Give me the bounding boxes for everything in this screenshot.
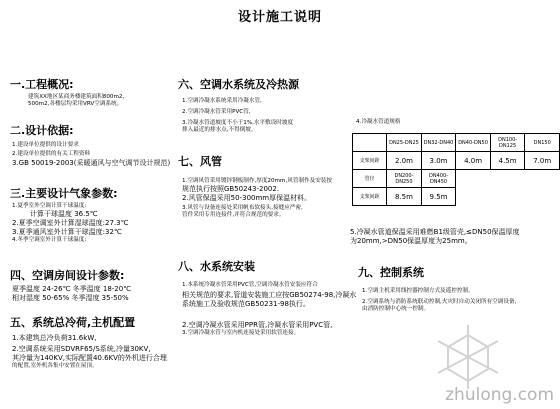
table-cell-empty xyxy=(490,170,525,188)
page-title: 设计施工说明 xyxy=(237,10,322,25)
s8-line: 2.空调冷凝水管采用PPR管,冷凝水管采用PVC管, xyxy=(182,321,333,329)
note-line: 为20mm,>DN50保温厚度为25mm。 xyxy=(350,237,472,245)
table-cell: 7.0m xyxy=(525,152,560,170)
s6-line: 3.冷凝水管道坡度不小于1%,水平敷设时坡度 xyxy=(182,120,294,126)
s3-line: 3.夏季通风室外计算干球温度:32℃ xyxy=(12,228,122,236)
table-cell: 支架间距 xyxy=(353,152,387,170)
table-cell: DN25-DN25 xyxy=(387,134,422,152)
table-cell: DN40-DN50 xyxy=(456,134,491,152)
s9-line: 由消防控制中心统一控制。 xyxy=(362,306,430,312)
table-cell: 管径 xyxy=(353,170,387,188)
s2-line: 1.建设单位提供的设计要求 xyxy=(12,142,79,148)
table-cell: 支架间距 xyxy=(353,188,387,206)
s8-line: 1.本系统冷凝水管采用PVC管,空调冷凝水管安装应符合 xyxy=(182,282,318,288)
s7-line: 管件采用专用连接件,并符合规范的要求。 xyxy=(182,212,285,218)
table-label: 4.冷凝水管道规格 xyxy=(356,119,401,125)
s8-line: 3.空调冷凝水管与室内机连接处采用软管连接。 xyxy=(182,330,300,336)
section-1-heading: 一.工程概况: xyxy=(10,78,74,91)
s2-line: 2.建设单位提供的有关工程资料 xyxy=(12,151,91,157)
table-cell-empty xyxy=(525,188,560,206)
table-cell-empty xyxy=(490,188,525,206)
section-6-body xyxy=(182,98,293,134)
table-cell: 4.0m xyxy=(456,152,491,170)
s3-line: 计算干球温度 36.5℃ xyxy=(30,210,98,218)
section-9-heading: 九、控制系统 xyxy=(358,266,424,279)
table-cell-empty xyxy=(525,170,560,188)
table-cell: 2.0m xyxy=(387,152,422,170)
s9-line: 1.空调主机采用线控器控制方式及遥控控制。 xyxy=(362,288,474,294)
s8-line: 相关规范的要求,管道安装施工应按GB50274-98,冷凝水 xyxy=(182,291,357,299)
s5-line: 1.本建筑总冷负荷31.6kW, xyxy=(12,334,97,342)
section-7-heading: 七、风管 xyxy=(178,155,222,168)
section-4-heading: 四、空调房间设计参数: xyxy=(10,269,125,282)
table-cell-empty xyxy=(456,170,491,188)
s1-line: 500m2,各楼层均采用VRV空调系统。 xyxy=(28,101,123,107)
s6-line: 2.空调冷凝水管采用PVC管, xyxy=(182,109,251,115)
pipe-spacing-table xyxy=(352,133,560,206)
section-6-heading: 六、空调水系统及冷热源 xyxy=(178,78,299,91)
watermark-text: zhulong.com xyxy=(445,385,554,405)
section-3-heading: 三.主要设计气象参数: xyxy=(10,187,118,200)
section-5-body xyxy=(12,334,167,370)
s6-line: 排入最近的排水点,不得倒坡。 xyxy=(182,127,257,133)
s8-line: 系统施工及验收规范GB50231-98执行。 xyxy=(182,300,310,308)
table-cell: 4.5m xyxy=(490,152,525,170)
section-5-heading: 五、系统总冷荷,主机配置 xyxy=(10,316,136,329)
s3-line: 2.夏季空调室外计算湿球温度:27.3℃ xyxy=(12,219,129,227)
s5-line: 的配置,室外机各集中安置在屋顶。 xyxy=(12,363,98,369)
note-line: 5.冷凝水管道保温采用难燃B1级管壳,≤DN50保温厚度 xyxy=(350,228,520,236)
table-row xyxy=(353,152,560,170)
table-cell xyxy=(353,134,387,152)
s7-line: 1.空调风管采用镀锌钢板制作,厚度20mm,风管制作及安装按 xyxy=(182,178,332,184)
s4-line: 夏季温度 24-26℃ 冬季温度 18-20℃ xyxy=(12,285,132,293)
table-cell: DN100-DN125 xyxy=(490,134,525,152)
s4-line: 相对湿度 50-65% 冬季湿度 35-50% xyxy=(12,294,129,302)
table-cell: 9.5m xyxy=(421,188,456,206)
s5-line: 其冷量为140KV,实际配置40.6KV的外机进行合理 xyxy=(12,354,167,362)
section-2-heading: 二.设计依据: xyxy=(10,124,74,137)
table-row xyxy=(353,188,560,206)
s7-line: 2.风管保温采用50-300mm厚保温材料。 xyxy=(182,194,312,202)
pipe-notes xyxy=(350,228,520,246)
table-cell: DN150 xyxy=(525,134,560,152)
s3-line: 1.夏季室外空调计算干球温度: xyxy=(12,203,87,209)
section-2-body xyxy=(12,142,170,168)
s6-line: 1.空调冷凝水系统采用冷凝水管, xyxy=(182,98,262,104)
section-4-body xyxy=(12,285,131,303)
s2-line: 3.GB 50019-2003(采暖通风与空气调节设计规范) xyxy=(12,159,171,167)
section-9-body xyxy=(362,288,516,313)
s9-line: 2.空调系统与消防系统联动控制,火灾时自动关闭所有空调设备, xyxy=(362,299,517,305)
table-cell: 8.5m xyxy=(387,188,422,206)
section-7-body xyxy=(182,178,332,219)
s7-line: 3.风管与设备连接处采用帆布软接头,接缝应严密, xyxy=(182,205,303,211)
table-cell-empty xyxy=(456,188,491,206)
s7-line: 规范执行按照GB50243-2002. xyxy=(182,185,280,193)
table-cell: 3.0m xyxy=(421,152,456,170)
section-1-body xyxy=(28,94,124,108)
table-cell: DN32-DN40 xyxy=(421,134,456,152)
table-cell: DN200-DN250 xyxy=(387,170,422,188)
section-8-heading: 八、水系统安装 xyxy=(178,260,255,273)
table-cell: DN400-DN450 xyxy=(421,170,456,188)
table-row xyxy=(353,170,560,188)
s1-line: 建筑XX地区某商务楼建筑面积800m2, xyxy=(28,94,125,100)
section-3-body xyxy=(12,203,128,244)
s5-line: 2.空调系统采用SDVRF65/S系统,冷量30KV, xyxy=(12,345,151,353)
section-8-body xyxy=(182,282,356,337)
s3-line: 4.冬季空调室外计算干球温度: xyxy=(12,237,87,243)
table-row xyxy=(353,134,560,152)
